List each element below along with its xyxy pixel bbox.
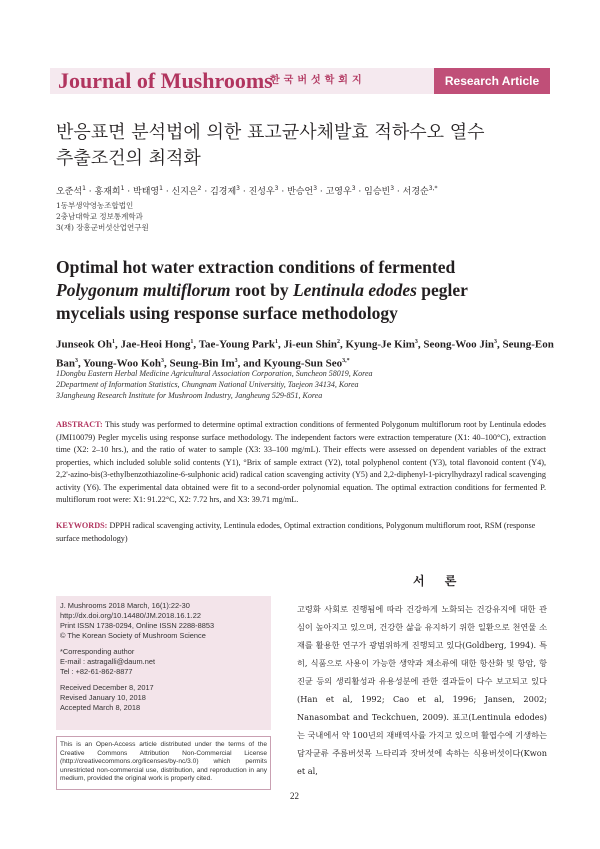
author-name: Seung-Eon Ban — [56, 338, 554, 370]
author-name: 고영우 — [325, 187, 352, 197]
author-name: Young-Woo Koh — [83, 357, 162, 370]
author-name: Seung-Bin Im — [169, 357, 235, 370]
corresponding-author-label: *Corresponding author — [60, 647, 135, 656]
author-name: 신지은 — [171, 187, 198, 197]
author-name: 진성우 — [248, 187, 275, 197]
author-affiliation-mark: 3,* — [342, 357, 350, 364]
author-name: 홍재희 — [94, 187, 121, 197]
introduction-heading: 서 론 — [413, 574, 465, 588]
species-name: Polygonum multiflorum — [56, 280, 231, 300]
copyright-line: © The Korean Society of Mushroom Science — [60, 631, 206, 640]
english-affiliations — [56, 368, 556, 401]
accepted-date: Accepted March 8, 2018 — [60, 703, 141, 712]
author-affiliation-mark: 3 — [414, 339, 418, 345]
issn-line: Print ISSN 1738-0294, Online ISSN 2288-8853 — [60, 621, 215, 630]
email-link[interactable]: E-mail : astragalli@daum.net — [60, 657, 155, 666]
author-affiliation-mark: 1 — [120, 185, 125, 192]
keywords — [56, 520, 546, 545]
phone-line: Tel : +82-61-862-8877 — [60, 667, 133, 676]
affiliation-line: 2Department of Information Statistics, Chungnam National Universitiy, Taejeon 34134, Korea — [56, 380, 359, 389]
author-affiliation-mark: 3 — [313, 185, 318, 192]
author-name: and Kyoung-Sun Seo — [243, 357, 343, 370]
author-name: Kyung-Je Kim — [345, 338, 415, 351]
author-affiliation-mark: 2 — [337, 339, 341, 345]
english-title-line: Optimal hot water extraction conditions of fermented — [56, 257, 456, 277]
citation-line: J. Mushrooms 2018 March, 16(1):22-30 — [60, 601, 190, 610]
korean-title-line: 반응표면 분석법에 의한 표고균사체발효 적하수오 열수 — [56, 122, 485, 143]
korean-author-list: 오준석$^1$ · 홍재희$^1$ · 박태영$^1$ · 신지은$^2$ · 김경제$^3$ · 진성우$^3$ · 반승언$^3$ · 고영우$^3$ · 임승빈$^3$ · 서경순$^{3,*}$ — [56, 185, 438, 197]
author-affiliation-mark: 3 — [234, 357, 238, 364]
affiliation-line: 1동부생약영농조합법인 — [56, 201, 134, 210]
author-affiliation-mark: 2 — [197, 185, 202, 192]
author-name: 오준석 — [56, 187, 83, 197]
author-name: Seong-Woo Jin — [423, 338, 495, 351]
page-number: 22 — [290, 791, 299, 801]
author-affiliation-mark: 3 — [74, 357, 78, 364]
author-name: Ji-eun Shin — [283, 338, 338, 351]
author-name: 박태영 — [133, 187, 160, 197]
author-affiliation-mark: 3 — [494, 339, 498, 345]
author-name: 서경순 — [402, 187, 429, 197]
title-text: pegler — [416, 280, 468, 300]
affiliation-line: 3(재) 장흥군버섯산업연구원 — [56, 223, 149, 232]
title-text: root by — [230, 280, 293, 300]
affiliation-line: 2충남대학교 정보통계학과 — [56, 212, 143, 221]
introduction-body: 고령화 사회로 진행됨에 따라 건강하게 노화되는 건강유지에 대한 관심이 높아지고 있으며, 건강한 삶을 유지하기 위한 일환으로 천연물 소재를 활용한 연구가 광범위하게 진행되고 있다(Goldberg, 1994). 특히, 식품으로 사용이 가능한 생약과 채소류에 대한 항산화 및 항암, 항진균 등의 생리활성과 유용성분에 관한 결과들이 다수 보고되고 있다(Han et al, 1992; Cao et al, 1996; Jansen, 2002; Nanasombat and Teckchuen, 2009). 표고(Lentinula edodes)는 국내에서 약 100년의 재배역사를 가지고 있으며 활엽수에 기생하는 담자균류 주름버섯목 느타리과 잣버섯에 속하는 식용버섯이다(Kwon et al, — [297, 604, 547, 776]
doi-link[interactable]: http://dx.doi.org/10.14480/JM.2018.16.1.22 — [60, 611, 201, 620]
author-name: Junseok Oh — [56, 338, 112, 351]
author-affiliation-mark: 3 — [161, 357, 165, 364]
journal-name: Journal of Mushrooms — [58, 68, 273, 93]
author-affiliation-mark: 3 — [274, 185, 279, 192]
korean-title-line: 추출조건의 최적화 — [56, 148, 201, 169]
keywords-text: DPPH radical scavenging activity, Lentinula edodes, Optimal extraction conditions, Polygonum multiflorum root, RSM (response surface methodology) — [56, 521, 536, 543]
author-affiliation-mark: 3,* — [428, 185, 438, 192]
korean-title — [56, 120, 536, 172]
english-title-line: mycelials using response surface methodology — [56, 303, 398, 323]
author-name: 반승언 — [287, 187, 314, 197]
author-name: 김경제 — [210, 187, 237, 197]
author-name: 임승빈 — [364, 187, 391, 197]
english-title-line — [56, 279, 536, 302]
abstract-text: This study was performed to determine optimal extraction conditions of fermented Polygonum multiflorum root by Lentinula edodes (JMI10079) Pegler mycelis using response surface methodology. The independent factors were extraction temperature (X1: 40–100°C), extraction time (X2: 2–10 hrs.), and the ratio of water to sample (X3: 33–100 mg/mL). Their effects were assessed on dependent variables of the extract properties, which included soluble solid contents (Y1), °Brix of sample extract (Y2), total polyphenol content (Y3), total flavonoid content (Y4), 2,2'-azino-bis(3-ethylbenzothiazoline-6-sulphonic acid) radical cation scavenging activity (Y5) and 2,2-diphenyl-1-picrylhydrazyl radical scavenging activity (Y6). The experimental data obtained were fit to a second-order polynomial equation. The optimal extraction conditions for fermented P. multiflorum root were: X1: 91.22°C, X2: 7.72 hrs, and X3: 39.71 mg/mL. — [56, 420, 546, 504]
author-affiliation-mark: 1 — [275, 339, 279, 345]
author-name: Jae-Heoi Hong — [120, 338, 191, 351]
keywords-label: KEYWORDS: — [56, 521, 108, 530]
korean-affiliations — [56, 200, 149, 233]
english-author-list: Junseok Oh$^1$, Jae-Heoi Hong$^1$, Tae-Young Park$^1$, Ji-eun Shin$^2$, Kyung-Je Kim$^3$, Seong-Woo Jin$^3$, Seung-Eon Ban$^3$, Young-Woo Koh$^3$, Seung-Bin Im$^3$, and Kyoung-Sun Seo$^{3,*}$ — [56, 338, 554, 370]
author-affiliation-mark: 1 — [190, 339, 194, 345]
abstract-label: ABSTRACT: — [56, 420, 103, 429]
author-affiliation-mark: 3 — [390, 185, 395, 192]
affiliation-line: 3Jangheung Research Institute for Mushroom Industry, Jangheung 529-851, Korea — [56, 391, 323, 400]
affiliation-line: 1Dongbu Eastern Herbal Medicine Agricultural Association Corporation, Suncheon 58019, Korea — [56, 369, 373, 378]
abstract — [56, 419, 546, 507]
species-name: Lentinula edodes — [292, 280, 417, 300]
article-type-badge: Research Article — [434, 68, 550, 94]
revised-date: Revised January 10, 2018 — [60, 693, 146, 702]
received-date: Received December 8, 2017 — [60, 683, 154, 692]
author-name: Tae-Young Park — [198, 338, 276, 351]
author-affiliation-mark: 1 — [82, 185, 86, 192]
author-affiliation-mark: 3 — [351, 185, 356, 192]
author-affiliation-mark: 3 — [236, 185, 240, 192]
english-title — [56, 256, 536, 325]
article-info-text — [60, 601, 268, 713]
license-text: This is an Open-Access article distributed under the terms of the Creative Commons Attribution Non-Commercial License (http://creativecommons.org/licenses/by-nc/3.0) which permits unrestricted non-commercial use, distribution, and reproduction in any medium, provided the original work is properly cited. — [60, 741, 267, 783]
journal-name-korean: 한국버섯학회지 — [270, 75, 366, 86]
author-affiliation-mark: 1 — [159, 185, 163, 192]
author-affiliation-mark: 1 — [111, 339, 115, 345]
